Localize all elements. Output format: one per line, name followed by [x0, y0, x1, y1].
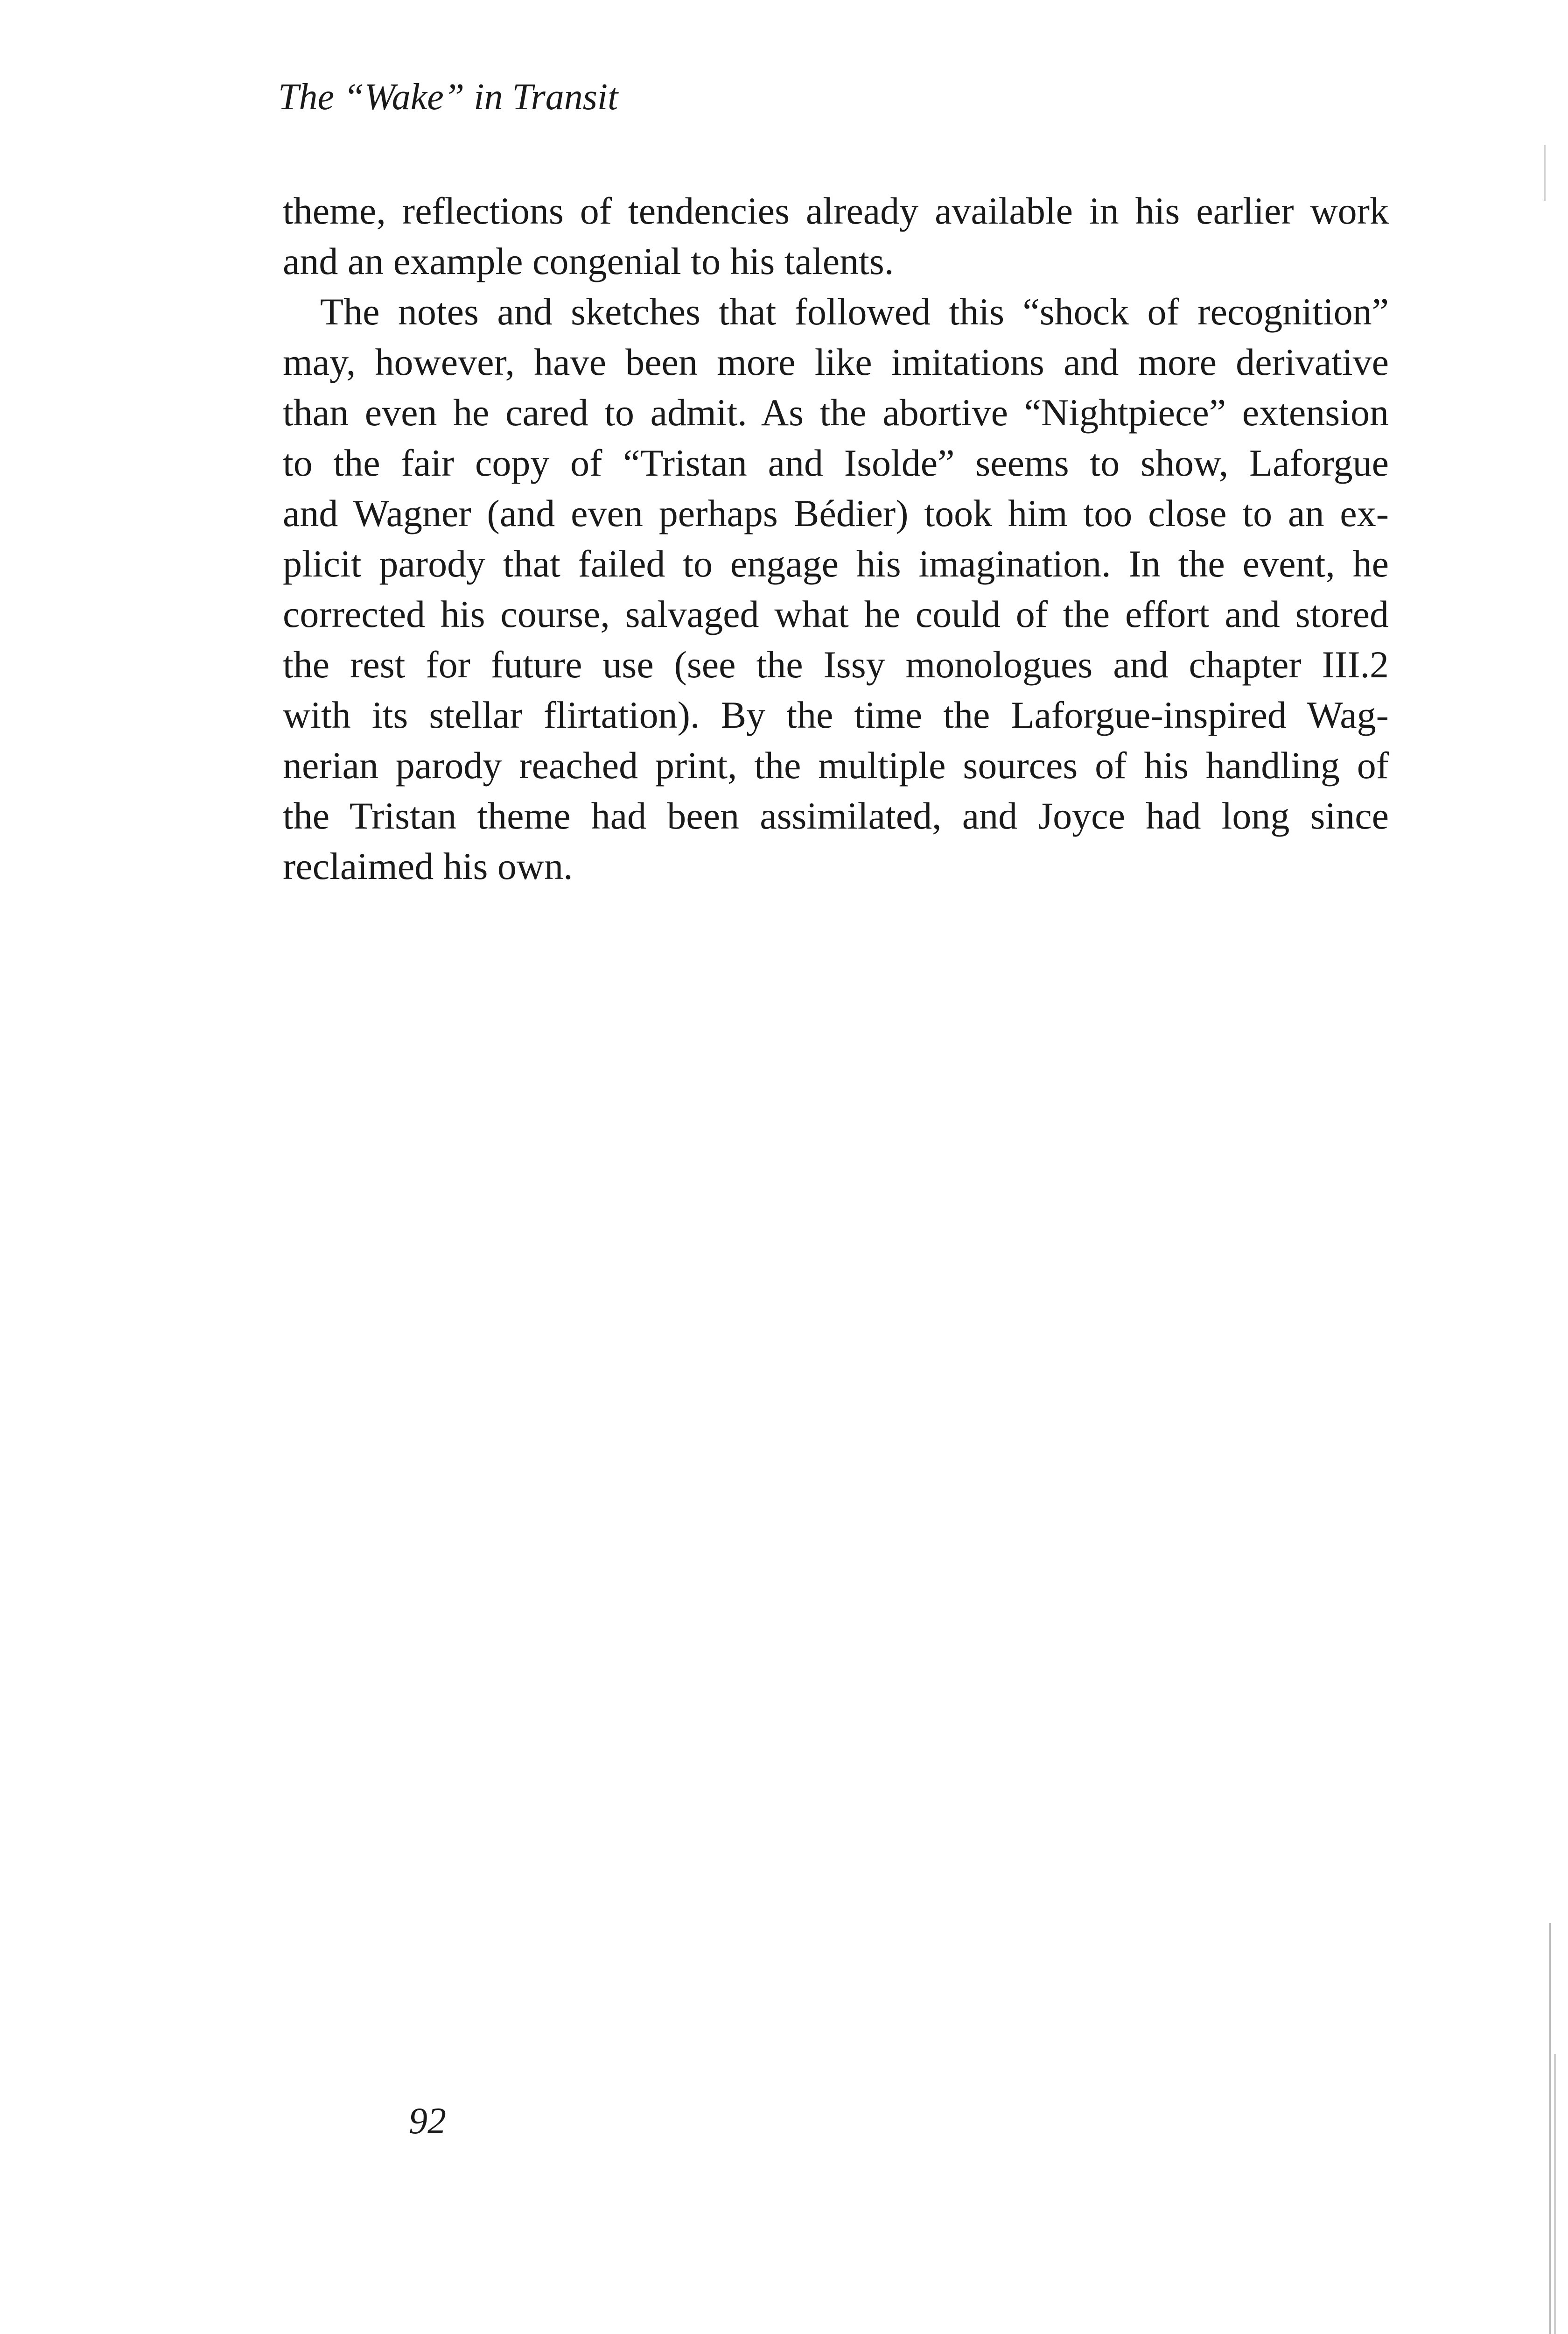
text-line: theme, reflections of tendencies already available in his earlier work [283, 190, 1389, 232]
running-head: The “Wake” in Transit [278, 77, 618, 118]
scan-edge-mark [1549, 1923, 1551, 2334]
text-line: than even he cared to admit. As the abortive “Nightpiece” extension [283, 391, 1389, 434]
text-line: corrected his course, salvaged what he could of the effort and stored [283, 593, 1389, 635]
text-line: and an example congenial to his talents. [283, 240, 894, 282]
text-line: plicit parody that failed to engage his imagination. In the event, he [283, 542, 1389, 585]
text-line: the rest for future use (see the Issy monologues and chapter III.2 [283, 643, 1389, 686]
body-text [283, 186, 1389, 892]
text-line: The notes and sketches that followed this “shock of recognition” [320, 290, 1389, 333]
text-line: and Wagner (and even perhaps Bédier) took him too close to an ex- [283, 492, 1389, 534]
scan-edge-mark [1554, 2054, 1556, 2334]
text-line: the Tristan theme had been assimilated, and Joyce had long since [283, 794, 1389, 837]
text-line: reclaimed his own. [283, 845, 573, 887]
text-line: nerian parody reached print, the multiple sources of his handling of [283, 744, 1389, 787]
text-line: may, however, have been more like imitations and more derivative [283, 341, 1389, 383]
page-number: 92 [409, 2101, 446, 2142]
text-line: with its stellar flirtation). By the time the Laforgue-inspired Wag- [283, 694, 1389, 736]
text-line: to the fair copy of “Tristan and Isolde” seems to show, Laforgue [283, 442, 1389, 484]
scan-edge-mark [1544, 145, 1546, 201]
